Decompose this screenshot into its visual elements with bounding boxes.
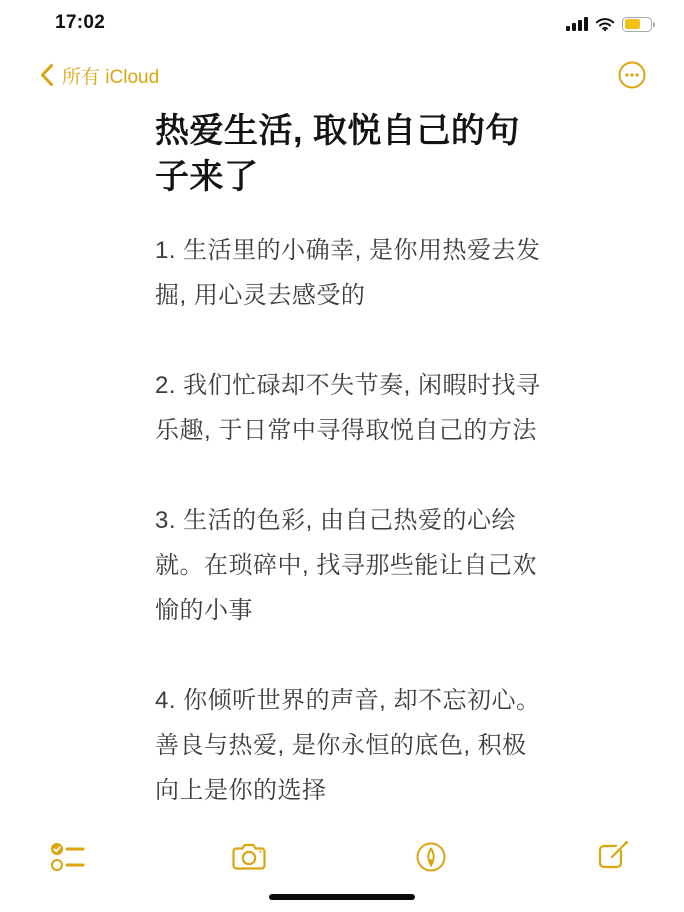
- note-paragraph-1[interactable]: 1. 生活里的小确幸, 是你用热爱去发掘, 用心灵去感受的: [155, 237, 541, 309]
- bottom-toolbar: [0, 829, 684, 885]
- status-icons: [566, 17, 652, 32]
- markup-pen-icon: [415, 841, 447, 873]
- compose-icon: [595, 840, 629, 874]
- camera-button[interactable]: [229, 837, 269, 877]
- note-paragraph-3[interactable]: 3. 生活的色彩, 由自己热爱的心绘就。在琐碎中, 找寻那些能让自己欢愉的小事: [155, 507, 537, 624]
- battery-fill: [625, 19, 641, 29]
- markup-button[interactable]: [411, 837, 451, 877]
- camera-icon: [231, 842, 267, 872]
- note-paragraph-2[interactable]: 2. 我们忙碌却不失节奏, 闲暇时找寻乐趣, 于日常中寻得取悦自己的方法: [155, 372, 541, 444]
- wifi-icon: [595, 17, 615, 32]
- note-paragraph-4[interactable]: 4. 你倾听世界的声音, 却不忘初心。善良与热爱, 是你永恒的底色, 积极向上是你的选择: [155, 687, 541, 804]
- compose-button[interactable]: [592, 837, 632, 877]
- cellular-signal-icon: [566, 17, 588, 31]
- chevron-left-icon: [40, 63, 54, 87]
- home-indicator[interactable]: [269, 894, 415, 900]
- checklist-icon: [50, 841, 86, 873]
- note-title[interactable]: 热爱生活, 取悦自己的句子来了: [155, 112, 520, 196]
- clock-time: 17:02: [55, 12, 106, 33]
- ellipsis-circle-icon: [618, 61, 646, 89]
- status-bar: [0, 0, 684, 44]
- checklist-button[interactable]: [48, 837, 88, 877]
- nav-bar: [0, 52, 684, 98]
- note-editor[interactable]: [155, 108, 549, 813]
- battery-icon: [622, 17, 652, 32]
- more-options-button[interactable]: [618, 61, 646, 89]
- battery-tip: [653, 22, 656, 27]
- back-button[interactable]: [40, 62, 159, 89]
- back-button-label: 所有 iCloud: [62, 66, 160, 88]
